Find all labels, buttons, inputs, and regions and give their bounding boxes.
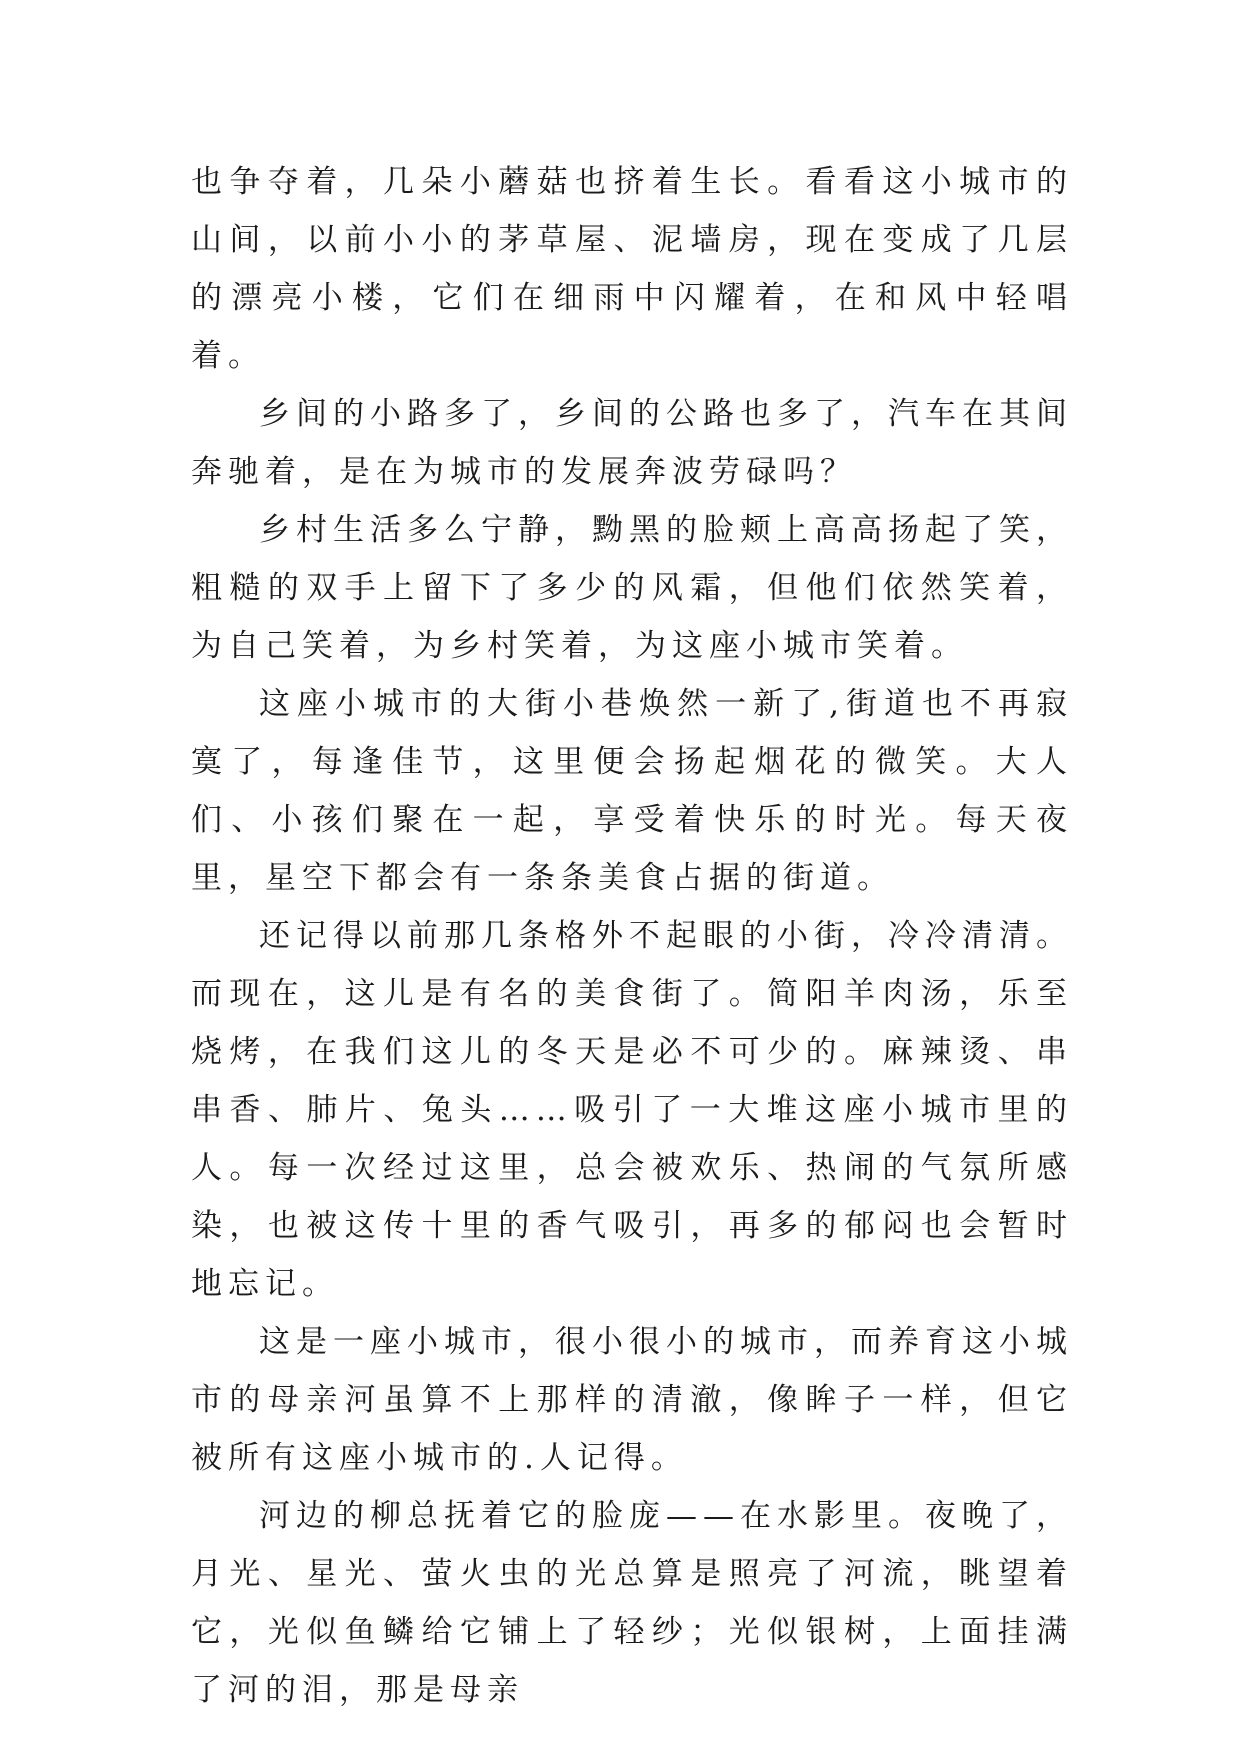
paragraph-1: 也争夺着，几朵小蘑菇也挤着生长。看看这小城市的山间，以前小小的茅草屋、泥墙房，现在变成了几层的漂亮小楼，它们在细雨中闪耀着，在和风中轻唱着。 <box>191 164 1073 374</box>
paragraph-4: 这座小城市的大街小巷焕然一新了,街道也不再寂寞了，每逢佳节，这里便会扬起烟花的微笑。大人们、小孩们聚在一起，享受着快乐的时光。每天夜里，星空下都会有一条条美食占据的街道。 <box>191 686 1073 896</box>
paragraph-2: 乡间的小路多了，乡间的公路也多了，汽车在其间奔驰着，是在为城市的发展奔波劳碌吗？ <box>191 396 1073 490</box>
paragraph-3: 乡村生活多么宁静，黝黑的脸颊上高高扬起了笑，粗糙的双手上留下了多少的风霜，但他们依然笑着，为自己笑着，为乡村笑着，为这座小城市笑着。 <box>191 512 1073 664</box>
paragraph-5: 还记得以前那几条格外不起眼的小街，冷冷清清。而现在，这儿是有名的美食街了。简阳羊肉汤，乐至烧烤，在我们这儿的冬天是必不可少的。麻辣烫、串串香、肺片、兔头……吸引了一大堆这座小城市里的人。每一次经过这里，总会被欢乐、热闹的气氛所感染，也被这传十里的香气吸引，再多的郁闷也会暂时地忘记。 <box>191 918 1073 1302</box>
body-text <box>191 153 1073 1719</box>
paragraph-6: 这是一座小城市，很小很小的城市，而养育这小城市的母亲河虽算不上那样的清澈，像眸子一样，但它被所有这座小城市的.人记得。 <box>191 1324 1073 1476</box>
paragraph-7: 河边的柳总抚着它的脸庞——在水影里。夜晚了，月光、星光、萤火虫的光总算是照亮了河流，眺望着它，光似鱼鳞给它铺上了轻纱；光似银树，上面挂满了河的泪，那是母亲 <box>191 1498 1073 1708</box>
